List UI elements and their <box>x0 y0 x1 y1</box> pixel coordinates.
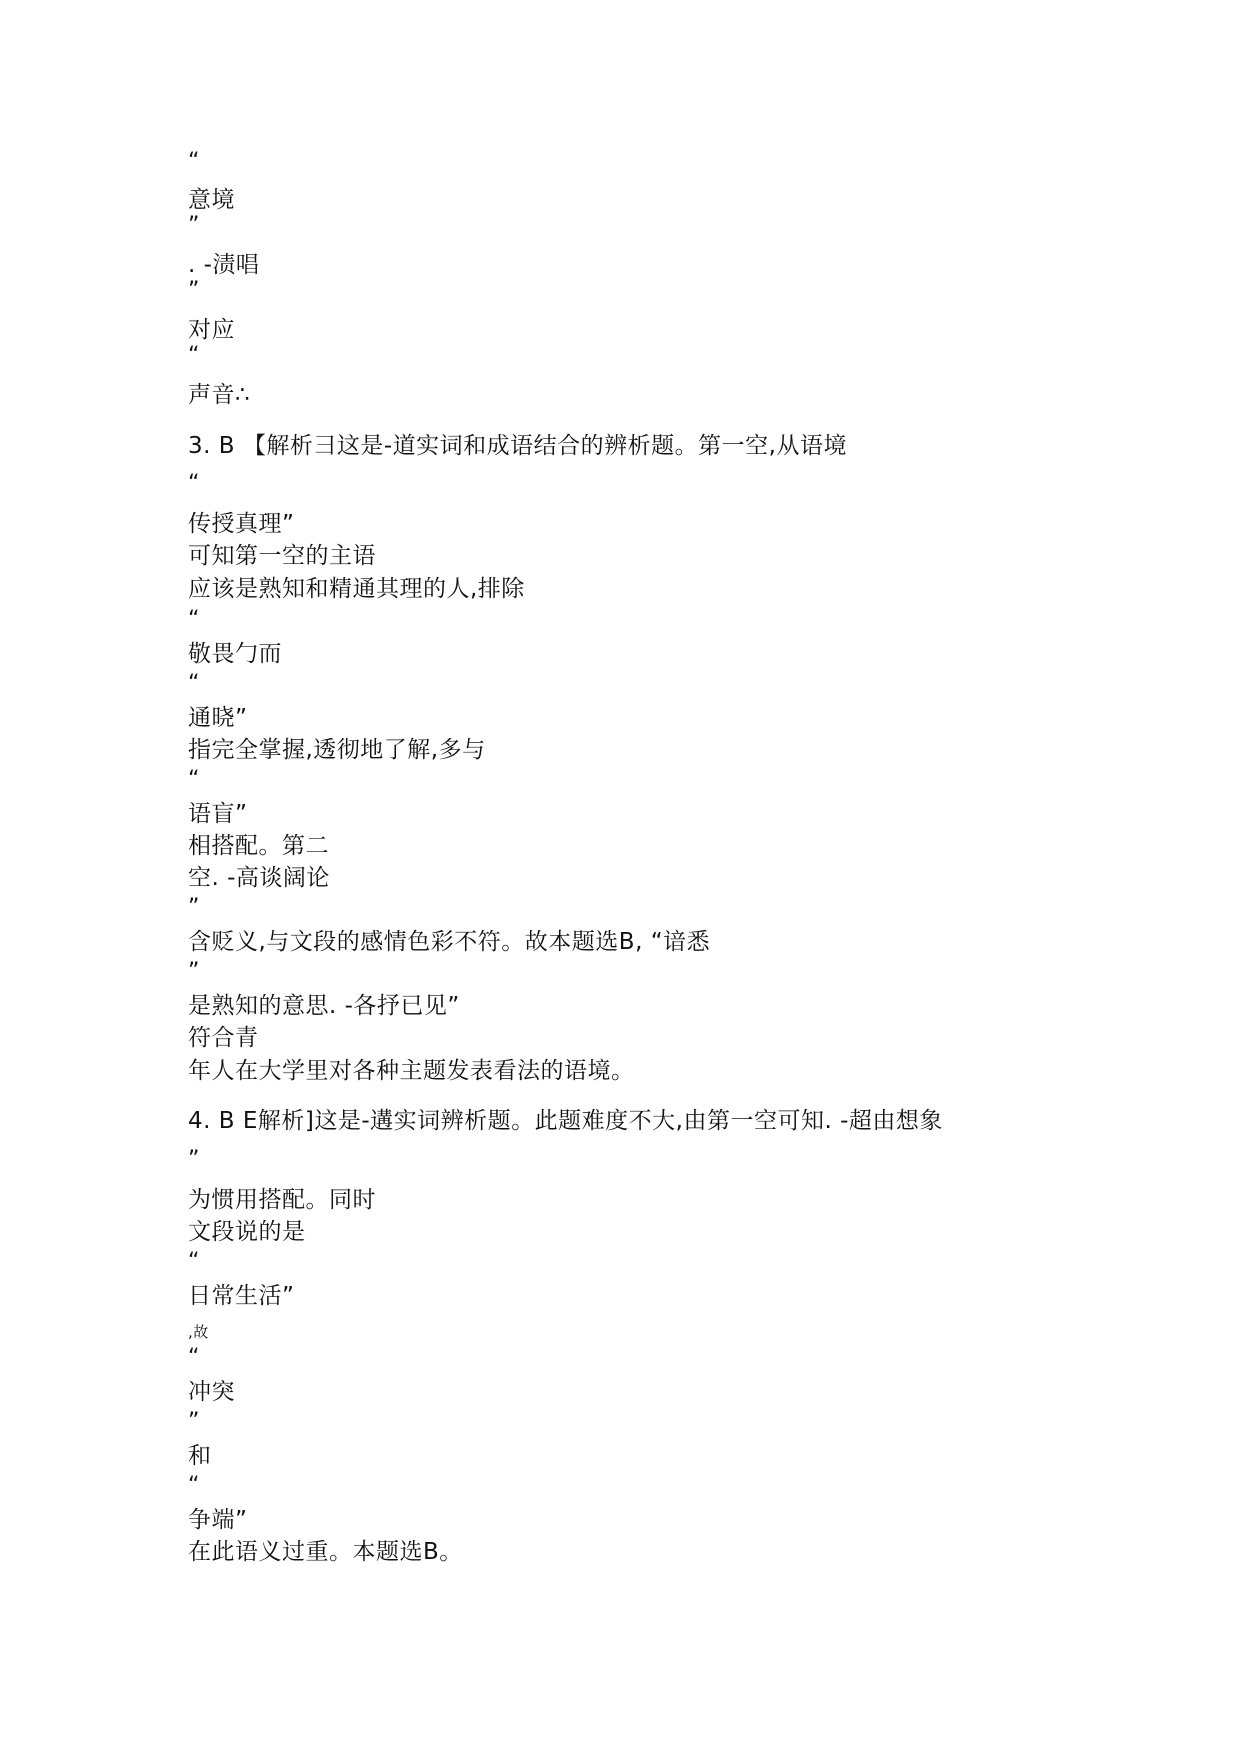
question-3-header: 3. B 【解析彐这是-道实词和成语结合的辨析题。第一空,从语境 <box>188 433 847 459</box>
text-line: 意境 <box>188 187 235 213</box>
text-line: 冲突 <box>188 1379 235 1405</box>
text-line: ” <box>188 959 200 984</box>
text-line: “ <box>188 607 200 632</box>
text-line: ” <box>188 1147 200 1172</box>
text-line: 语盲” <box>188 801 248 827</box>
text-line: 在此语义过重。本题选B。 <box>188 1539 463 1565</box>
text-line: ” <box>188 213 200 238</box>
text-line: ” <box>188 895 200 920</box>
text-line: 含贬义,与文段的感情色彩不符。故本题选B, “谙悉 <box>188 929 711 955</box>
text-line: 日常生活” <box>188 1283 295 1309</box>
text-line: 和 <box>188 1443 212 1469</box>
text-line: 文段说的是 <box>188 1219 306 1245</box>
text-line: 相搭配。第二 <box>188 833 329 859</box>
text-line: . -渍唱 <box>188 252 260 278</box>
text-line: 符合青 <box>188 1025 259 1051</box>
text-line: “ <box>188 1249 200 1274</box>
text-line: 是熟知的意思. -各抒已见” <box>188 993 460 1019</box>
text-line: “ <box>188 343 200 368</box>
text-line: “ <box>188 149 200 174</box>
text-line: 可知第一空的主语 <box>188 543 376 569</box>
text-line: “ <box>188 1345 200 1370</box>
text-line: 对应 <box>188 317 235 343</box>
text-line: 声音∴ <box>188 382 251 408</box>
text-line: 敬畏勹而 <box>188 641 282 667</box>
text-line: 指完全掌握,透彻地了解,多与 <box>188 737 486 763</box>
text-line: 年人在大学里对各种主题发表看法的语境。 <box>188 1058 635 1084</box>
text-line: ” <box>188 1409 200 1434</box>
text-line: 为惯用搭配。同时 <box>188 1187 376 1213</box>
text-line: “ <box>188 471 200 496</box>
text-line: ,故 <box>188 1323 209 1341</box>
text-line: 传授真理” <box>188 511 295 537</box>
text-line: 争端” <box>188 1507 248 1533</box>
text-line: “ <box>188 671 200 696</box>
text-line: 通晓” <box>188 705 248 731</box>
question-4-header: 4. B E解析]这是-遘实词辨析题。此题难度不大,由第一空可知. -超由想象 <box>188 1108 943 1134</box>
text-line: 应该是熟知和精通其理的人,排除 <box>188 576 525 602</box>
text-line: “ <box>188 1473 200 1498</box>
text-line: “ <box>188 767 200 792</box>
text-line: 空. -高谈阔论 <box>188 865 330 891</box>
text-line: ” <box>188 278 200 303</box>
